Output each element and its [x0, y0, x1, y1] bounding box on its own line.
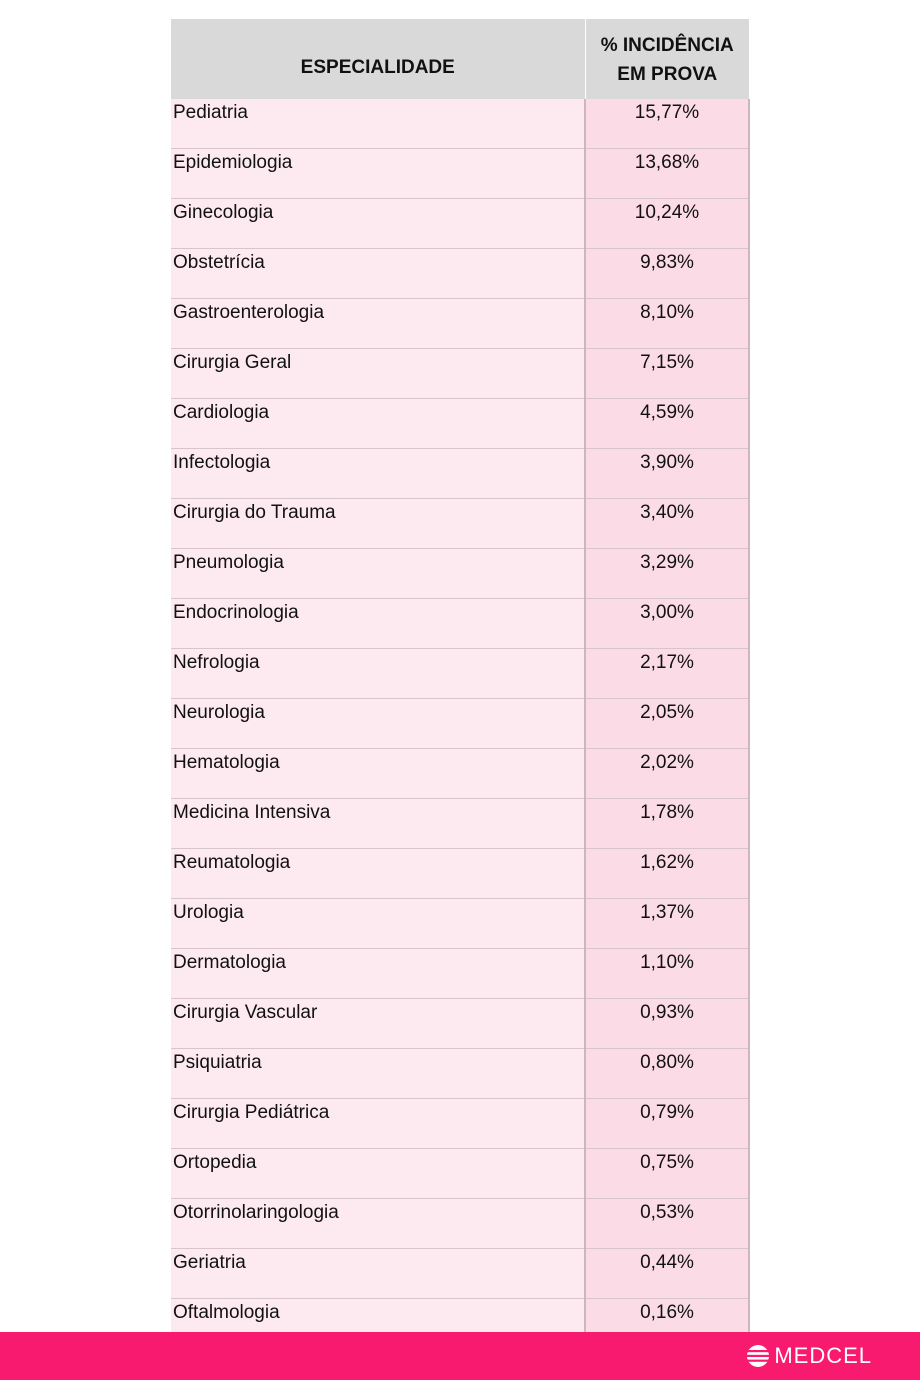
table-row [171, 499, 749, 549]
specialty-cell: Otorrinolaringologia [171, 1199, 585, 1249]
incidence-cell: 0,80% [585, 1049, 749, 1099]
incidence-cell: 4,59% [585, 399, 749, 449]
incidence-cell: 10,24% [585, 199, 749, 249]
table-row [171, 299, 749, 349]
specialty-cell: Oftalmologia [171, 1299, 585, 1349]
incidence-cell: 3,29% [585, 549, 749, 599]
column-header-incidence [585, 19, 749, 99]
column-header-incidence-line2: EM PROVA [617, 64, 718, 85]
table-row [171, 549, 749, 599]
incidence-cell: 9,83% [585, 249, 749, 299]
table-header-row [171, 19, 749, 99]
table-row [171, 249, 749, 299]
specialty-cell: Medicina Intensiva [171, 799, 585, 849]
medcel-logo-text: MEDCEL [774, 1343, 872, 1368]
incidence-cell: 8,10% [585, 299, 749, 349]
incidence-cell: 2,05% [585, 699, 749, 749]
table-row [171, 199, 749, 249]
incidence-cell: 0,44% [585, 1249, 749, 1299]
incidence-table-container [171, 19, 749, 1349]
column-header-specialty: ESPECIALIDADE [171, 19, 585, 99]
specialty-cell: Urologia [171, 899, 585, 949]
specialty-cell: Cirurgia Vascular [171, 999, 585, 1049]
table-row [171, 849, 749, 899]
specialty-cell: Cardiologia [171, 399, 585, 449]
table-row [171, 699, 749, 749]
table-row [171, 1049, 749, 1099]
table-row [171, 99, 749, 149]
specialty-cell: Cirurgia Geral [171, 349, 585, 399]
specialty-cell: Infectologia [171, 449, 585, 499]
table-row [171, 349, 749, 399]
incidence-cell: 1,78% [585, 799, 749, 849]
incidence-cell: 3,40% [585, 499, 749, 549]
specialty-cell: Obstetrícia [171, 249, 585, 299]
specialty-cell: Reumatologia [171, 849, 585, 899]
specialty-cell: Neurologia [171, 699, 585, 749]
incidence-cell: 0,16% [585, 1299, 749, 1349]
incidence-cell: 1,37% [585, 899, 749, 949]
incidence-cell: 7,15% [585, 349, 749, 399]
table-row [171, 1099, 749, 1149]
column-header-incidence-line1: % INCIDÊNCIA [600, 35, 734, 56]
specialty-cell: Geriatria [171, 1249, 585, 1299]
specialty-cell: Cirurgia Pediátrica [171, 1099, 585, 1149]
table-row [171, 1149, 749, 1199]
footer-bar [0, 1332, 920, 1380]
specialty-cell: Hematologia [171, 749, 585, 799]
table-row [171, 949, 749, 999]
incidence-cell: 1,10% [585, 949, 749, 999]
table-row [171, 799, 749, 849]
incidence-cell: 1,62% [585, 849, 749, 899]
table-row [171, 599, 749, 649]
specialty-cell: Endocrinologia [171, 599, 585, 649]
incidence-cell: 2,02% [585, 749, 749, 799]
table-row [171, 899, 749, 949]
table-header [171, 19, 749, 99]
specialty-cell: Ortopedia [171, 1149, 585, 1199]
table-row [171, 1199, 749, 1249]
incidence-cell: 0,93% [585, 999, 749, 1049]
incidence-cell: 3,90% [585, 449, 749, 499]
specialty-cell: Nefrologia [171, 649, 585, 699]
specialty-cell: Cirurgia do Trauma [171, 499, 585, 549]
specialty-cell: Ginecologia [171, 199, 585, 249]
incidence-cell: 2,17% [585, 649, 749, 699]
table-row [171, 1249, 749, 1299]
table-body [171, 99, 749, 1349]
incidence-cell: 0,75% [585, 1149, 749, 1199]
incidence-table [171, 19, 750, 1349]
medcel-logo [746, 1344, 872, 1368]
incidence-cell: 15,77% [585, 99, 749, 149]
specialty-cell: Gastroenterologia [171, 299, 585, 349]
specialty-cell: Psiquiatria [171, 1049, 585, 1099]
specialty-cell: Pediatria [171, 99, 585, 149]
table-row [171, 399, 749, 449]
table-row [171, 149, 749, 199]
table-row [171, 749, 749, 799]
medcel-globe-icon [746, 1344, 770, 1368]
table-row [171, 999, 749, 1049]
specialty-cell: Dermatologia [171, 949, 585, 999]
specialty-cell: Pneumologia [171, 549, 585, 599]
specialty-cell: Epidemiologia [171, 149, 585, 199]
table-row [171, 449, 749, 499]
table-row [171, 649, 749, 699]
incidence-cell: 0,53% [585, 1199, 749, 1249]
incidence-cell: 13,68% [585, 149, 749, 199]
incidence-cell: 0,79% [585, 1099, 749, 1149]
incidence-cell: 3,00% [585, 599, 749, 649]
